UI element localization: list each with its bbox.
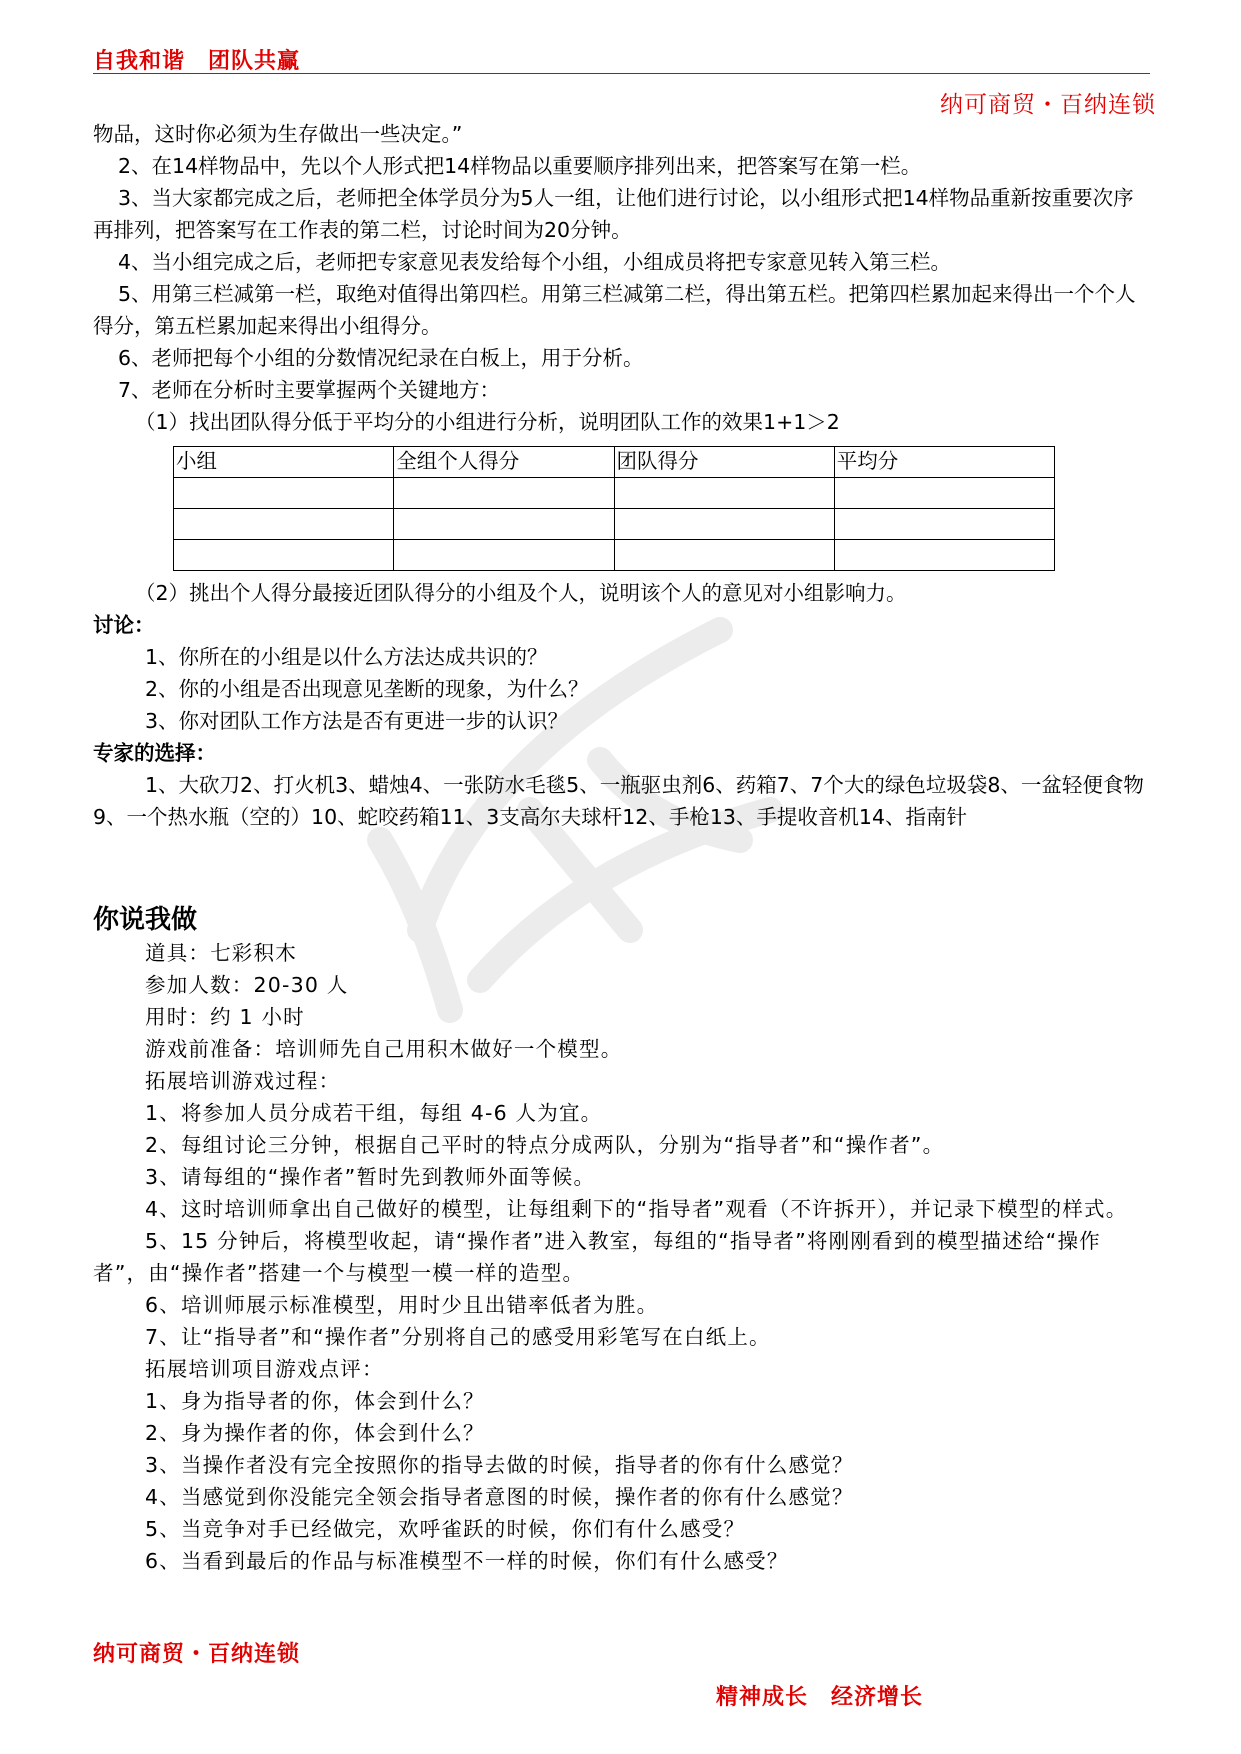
- analysis-point-2: （2）挑出个人得分最接近团队得分的小组及个人，说明该个人的意见对小组影响力。: [135, 581, 907, 605]
- table-cell: [834, 509, 1054, 540]
- props-line: 道具：七彩积木: [145, 941, 297, 965]
- review-item: 1、身为指导者的你，体会到什么？: [145, 1389, 485, 1413]
- duration-line: 用时：约 1 小时: [145, 1005, 305, 1029]
- game-section: [93, 937, 1153, 1577]
- review-item: 2、身为操作者的你，体会到什么？: [145, 1421, 485, 1445]
- paragraph: 5、用第三栏减第一栏，取绝对值得出第四栏。用第三栏减第二栏，得出第五栏。把第四栏累加起来得出一个个人得分，第五栏累加起来得出小组得分。: [93, 282, 1136, 338]
- paragraph: 7、老师在分析时主要掌握两个关键地方：: [118, 378, 501, 402]
- review-item: 4、当感觉到你没能完全领会指导者意图的时候，操作者的你有什么感觉？: [145, 1485, 854, 1509]
- paragraph: 4、当小组完成之后，老师把专家意见表发给每个小组，小组成员将把专家意见转入第三栏。: [118, 250, 952, 274]
- table-row: [174, 540, 1055, 571]
- step-item: 6、培训师展示标准模型，用时少且出错率低者为胜。: [145, 1293, 659, 1317]
- review-item: 3、当操作者没有完全按照你的指导去做的时候，指导者的你有什么感觉？: [145, 1453, 854, 1477]
- paragraph: 2、在14样物品中，先以个人形式把14样物品以重要顺序排列出来，把答案写在第一栏。: [118, 154, 922, 178]
- table-cell: [174, 540, 394, 571]
- step-item: 1、将参加人员分成若干组，每组 4-6 人为宜。: [145, 1101, 603, 1125]
- prep-line: 游戏前准备：培训师先自己用积木做好一个模型。: [145, 1037, 623, 1061]
- table-header-cell: 平均分: [834, 447, 1054, 478]
- header-slogan: 自我和谐 团队共赢: [93, 49, 301, 74]
- paragraph: 6、老师把每个小组的分数情况纪录在白板上，用于分析。: [118, 346, 644, 370]
- table-header-row: [174, 447, 1055, 478]
- step-item: 3、请每组的“操作者”暂时先到教师外面等候。: [145, 1165, 596, 1189]
- header-divider: [93, 73, 1150, 74]
- table-header-cell: 小组: [174, 447, 394, 478]
- step-item: 7、让“指导者”和“操作者”分别将自己的感受用彩笔写在白纸上。: [145, 1325, 771, 1349]
- footer-company: 纳可商贸・百纳连锁: [93, 1642, 301, 1667]
- step-item: 5、15 分钟后，将模型收起，请“操作者”进入教室，每组的“指导者”将刚刚看到的模型描述给“操作者”，由“操作者”搭建一个与模型一模一样的造型。: [93, 1229, 1101, 1285]
- table-row: [174, 478, 1055, 509]
- table-cell: [394, 540, 614, 571]
- review-heading: 拓展培训项目游戏点评：: [145, 1357, 384, 1381]
- process-heading: 拓展培训游戏过程：: [145, 1069, 341, 1093]
- table-cell: [174, 478, 394, 509]
- review-item: 5、当竞争对手已经做完，欢呼雀跃的时候，你们有什么感受？: [145, 1517, 746, 1541]
- table-cell: [614, 509, 834, 540]
- review-item: 6、当看到最后的作品与标准模型不一样的时候，你们有什么感受？: [145, 1549, 789, 1573]
- analysis-point-1: （1）找出团队得分低于平均分的小组进行分析，说明团队工作的效果1+1＞2: [135, 410, 840, 434]
- expert-answer: 1、大砍刀2、打火机3、蜡烛4、一张防水毛毯5、一瓶驱虫剂6、药箱7、7个大的绿色垃圾袋8、一盆轻便食物9、一个热水瓶（空的）10、蛇咬药箱11、3支高尔夫球杆12、手枪13、手提收音机14、指南针: [93, 773, 1144, 829]
- table-cell: [394, 478, 614, 509]
- step-item: 2、每组讨论三分钟，根据自己平时的特点分成两队，分别为“指导者”和“操作者”。: [145, 1133, 945, 1157]
- table-cell: [614, 540, 834, 571]
- expert-heading: 专家的选择：: [93, 741, 216, 765]
- table-cell: [394, 509, 614, 540]
- section-title: 你说我做: [93, 905, 198, 935]
- paragraph: 物品，这时你必须为生存做出一些决定。”: [93, 122, 463, 146]
- step-item: 4、这时培训师拿出自己做好的模型，让每组剩下的“指导者”观看（不许拆开），并记录下模型的样式。: [145, 1197, 1128, 1221]
- discussion-item: 1、你所在的小组是以什么方法达成共识的？: [145, 645, 548, 669]
- discussion-item: 2、你的小组是否出现意见垄断的现象，为什么？: [145, 677, 589, 701]
- document-body: [93, 118, 1153, 1577]
- table-cell: [174, 509, 394, 540]
- table-cell: [834, 478, 1054, 509]
- table-header-cell: 全组个人得分: [394, 447, 614, 478]
- score-table: [173, 446, 1055, 571]
- table-cell: [834, 540, 1054, 571]
- table-row: [174, 509, 1055, 540]
- header-company: 纳可商贸・百纳连锁: [940, 92, 1156, 118]
- table-cell: [614, 478, 834, 509]
- participants-line: 参加人数：20-30 人: [145, 973, 349, 997]
- discussion-heading: 讨论：: [93, 613, 155, 637]
- table-header-cell: 团队得分: [614, 447, 834, 478]
- paragraph: 3、当大家都完成之后，老师把全体学员分为5人一组，让他们进行讨论，以小组形式把14样物品重新按重要次序再排列，把答案写在工作表的第二栏，讨论时间为20分钟。: [93, 186, 1134, 242]
- footer-slogan: 精神成长 经济增长: [716, 1685, 924, 1710]
- discussion-item: 3、你对团队工作方法是否有更进一步的认识？: [145, 709, 569, 733]
